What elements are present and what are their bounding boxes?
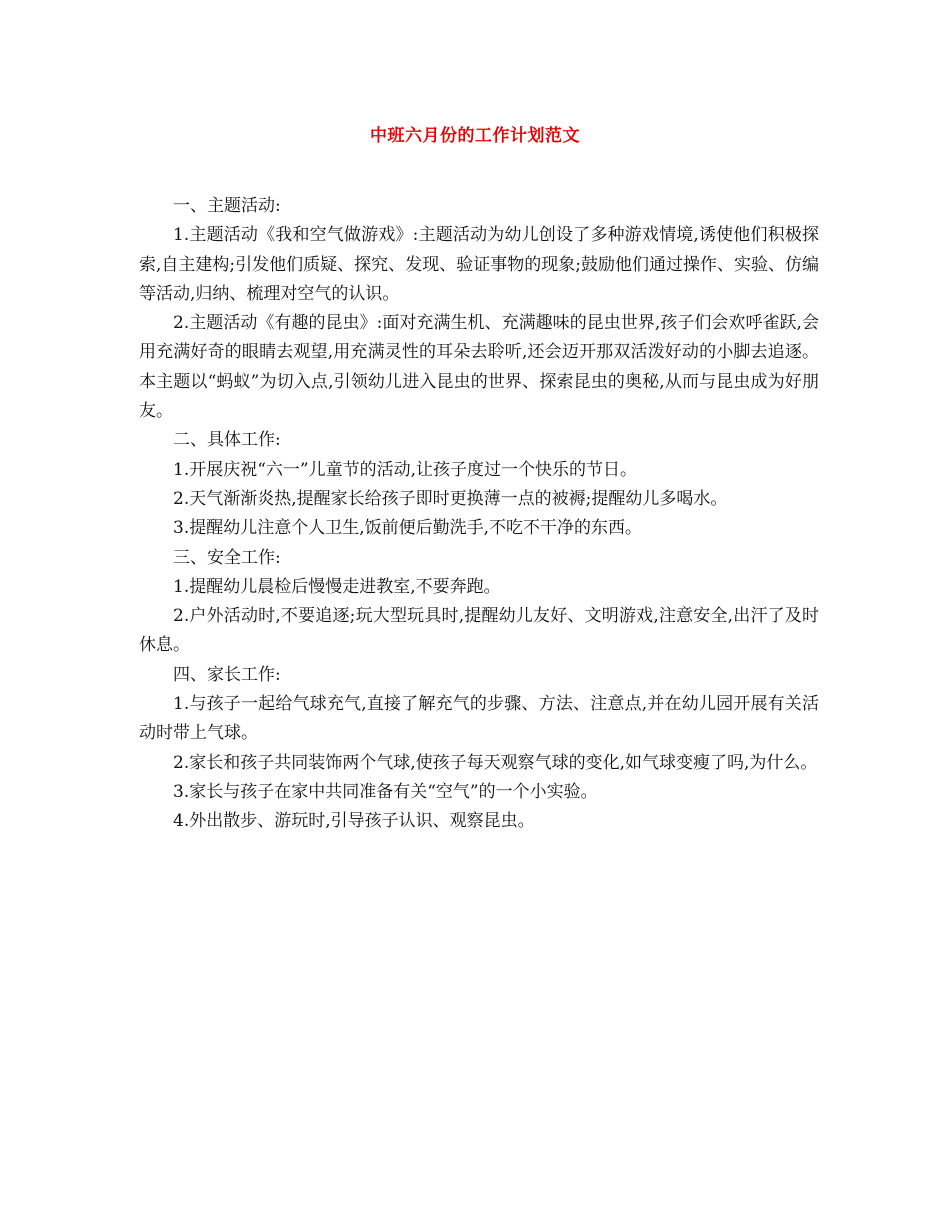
paragraph-balloon-inflate: 1.与孩子一起给气球充气,直接了解充气的步骤、方法、注意点,并在幼儿园开展有关活动时带上气球。 <box>139 694 819 744</box>
paragraph-childrens-day: 1.开展庆祝“六一”儿童节的活动,让孩子度过一个快乐的节日。 <box>173 459 638 480</box>
paragraph-observe-insects: 4.外出散步、游玩时,引导孩子认识、观察昆虫。 <box>173 811 535 832</box>
paragraph-balloon-decorate: 2.家长和孩子共同装饰两个气球,使孩子每天观察气球的变化,如气球变瘦了吗,为什么。 <box>173 752 818 773</box>
paragraph-air-experiment: 3.家长与孩子在家中共同准备有关“空气”的一个小实验。 <box>173 781 598 802</box>
section-heading-parents: 四、家长工作: <box>173 664 281 685</box>
paragraph-weather: 2.天气渐渐炎热,提醒家长给孩子即时更换薄一点的被褥;提醒幼儿多喝水。 <box>173 488 728 509</box>
paragraph-theme-air: 1.主题活动《我和空气做游戏》:主题活动为幼儿创设了多种游戏情境,诱使他们积极探索,自主建构;引发他们质疑、探究、发现、验证事物的现象;鼓励他们通过操作、实验、仿编等活动,归纳、梳理对空气的认识。 <box>139 225 819 304</box>
document-title: 中班六月份的工作计划范文 <box>370 126 580 146</box>
paragraph-morning-check: 1.提醒幼儿晨检后慢慢走进教室,不要奔跑。 <box>173 576 501 597</box>
section-heading-specific-work: 二、具体工作: <box>173 430 281 451</box>
section-heading-themes: 一、主题活动: <box>173 196 281 216</box>
document-body <box>139 192 819 837</box>
paragraph-theme-insects: 2.主题活动《有趣的昆虫》:面对充满生机、充满趣味的昆虫世界,孩子们会欢呼雀跃,会用充满好奇的眼睛去观望,用充满灵性的耳朵去聆听,还会迈开那双活泼好动的小脚去追逐。本主题以“蚂蚁”为切入点,引领幼儿进入昆虫的世界、探索昆虫的奥秘,从而与昆虫成为好朋友。 <box>139 313 819 422</box>
section-heading-safety: 三、安全工作: <box>173 547 281 568</box>
paragraph-outdoor: 2.户外活动时,不要追逐;玩大型玩具时,提醒幼儿友好、文明游戏,注意安全,出汗了及时休息。 <box>139 606 819 656</box>
paragraph-hygiene: 3.提醒幼儿注意个人卫生,饭前便后勤洗手,不吃不干净的东西。 <box>173 518 643 539</box>
